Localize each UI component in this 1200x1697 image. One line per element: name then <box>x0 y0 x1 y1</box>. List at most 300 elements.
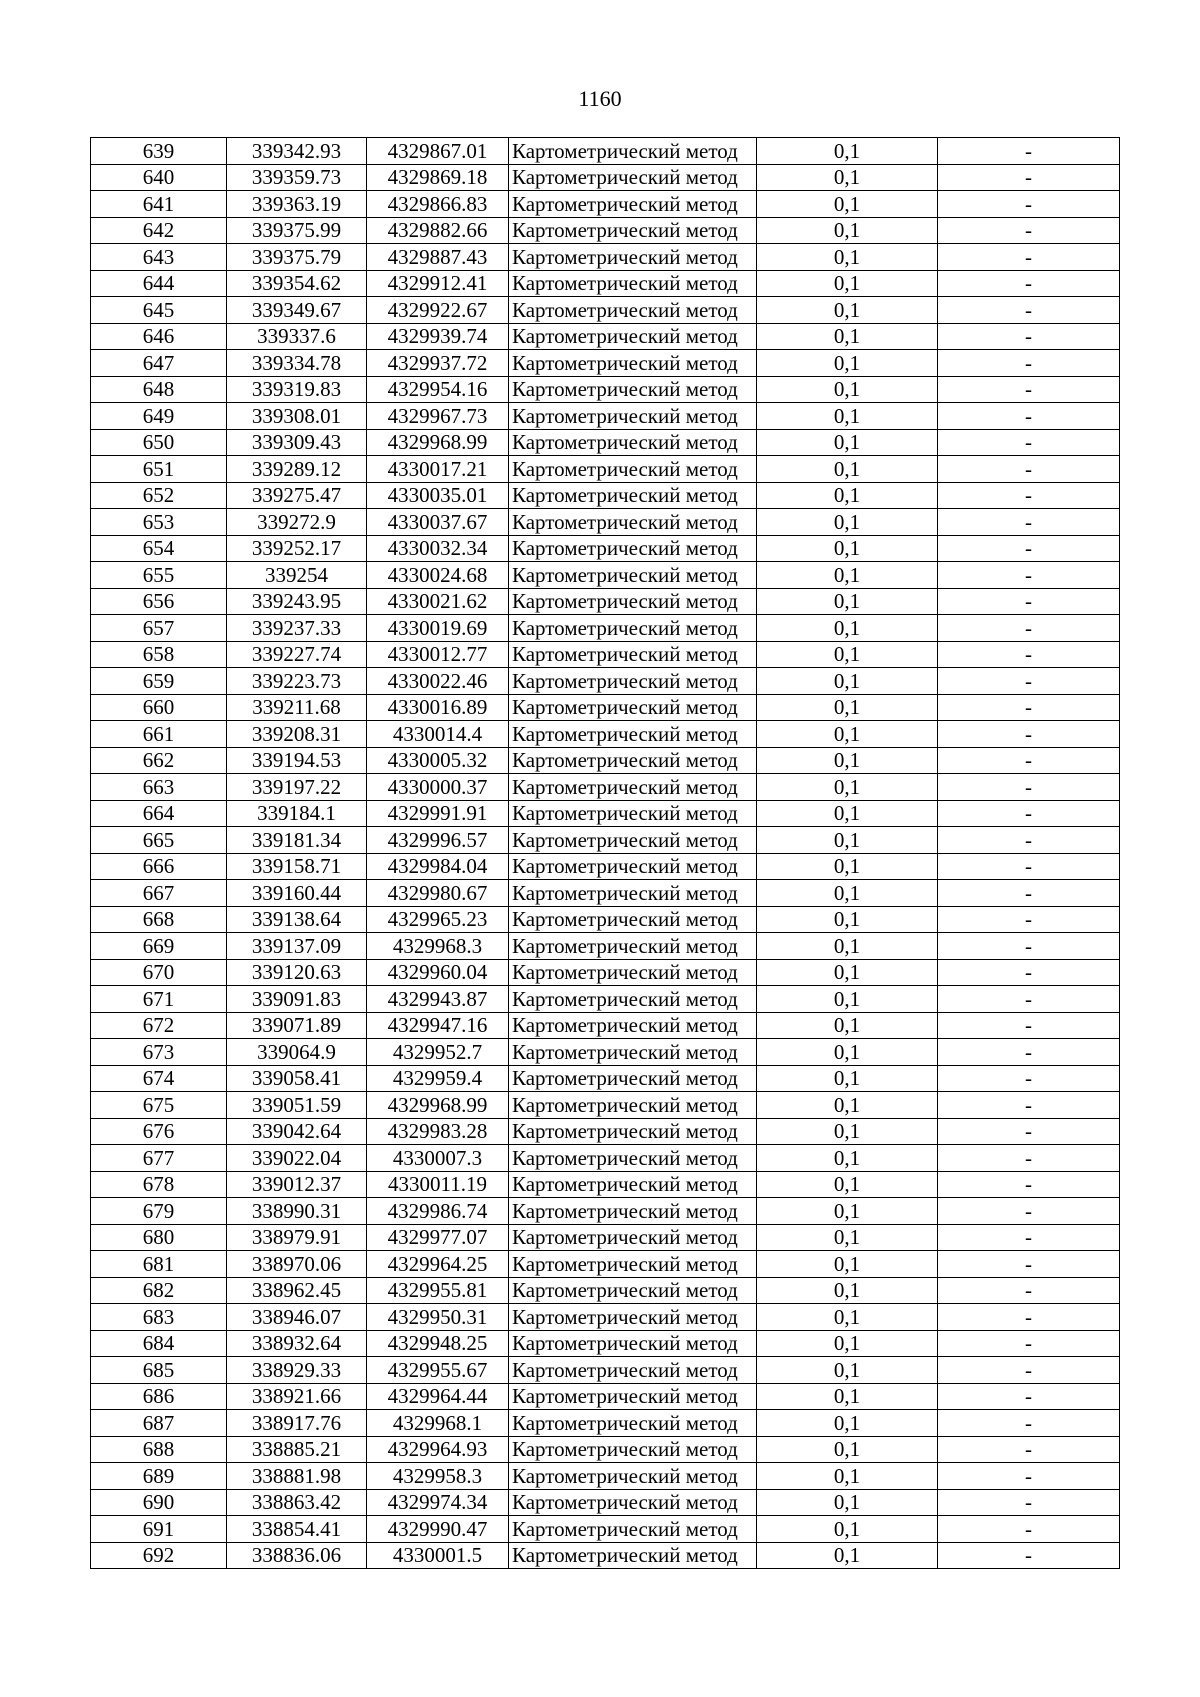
y-coordinate-cell: 4329977.07 <box>367 1224 509 1251</box>
point-number-cell: 664 <box>91 800 227 827</box>
note-cell: - <box>938 535 1120 562</box>
y-coordinate-cell: 4329990.47 <box>367 1516 509 1543</box>
x-coordinate-cell: 339051.59 <box>227 1092 367 1119</box>
table-row <box>91 1410 1120 1437</box>
table-row <box>91 456 1120 483</box>
note-cell: - <box>938 297 1120 324</box>
accuracy-cell: 0,1 <box>757 1171 938 1198</box>
point-number-cell: 658 <box>91 641 227 668</box>
x-coordinate-cell: 339137.09 <box>227 933 367 960</box>
table-row <box>91 747 1120 774</box>
point-number-cell: 657 <box>91 615 227 642</box>
x-coordinate-cell: 339359.73 <box>227 164 367 191</box>
table-row <box>91 588 1120 615</box>
accuracy-cell: 0,1 <box>757 1436 938 1463</box>
note-cell: - <box>938 1092 1120 1119</box>
note-cell: - <box>938 191 1120 218</box>
accuracy-cell: 0,1 <box>757 403 938 430</box>
point-number-cell: 673 <box>91 1039 227 1066</box>
y-coordinate-cell: 4329943.87 <box>367 986 509 1013</box>
note-cell: - <box>938 588 1120 615</box>
table-row <box>91 1171 1120 1198</box>
method-cell: Картометрический метод <box>509 1198 757 1225</box>
y-coordinate-cell: 4329954.16 <box>367 376 509 403</box>
x-coordinate-cell: 339308.01 <box>227 403 367 430</box>
accuracy-cell: 0,1 <box>757 323 938 350</box>
page-number: 1160 <box>578 86 622 111</box>
accuracy-cell: 0,1 <box>757 774 938 801</box>
method-cell: Картометрический метод <box>509 1542 757 1569</box>
x-coordinate-cell: 339375.99 <box>227 217 367 244</box>
accuracy-cell: 0,1 <box>757 1277 938 1304</box>
note-cell: - <box>938 1224 1120 1251</box>
table-row <box>91 164 1120 191</box>
point-number-cell: 682 <box>91 1277 227 1304</box>
note-cell: - <box>938 323 1120 350</box>
table-row <box>91 1251 1120 1278</box>
table-row <box>91 217 1120 244</box>
y-coordinate-cell: 4329980.67 <box>367 880 509 907</box>
x-coordinate-cell: 339071.89 <box>227 1012 367 1039</box>
x-coordinate-cell: 339042.64 <box>227 1118 367 1145</box>
method-cell: Картометрический метод <box>509 853 757 880</box>
point-number-cell: 644 <box>91 270 227 297</box>
table-row <box>91 323 1120 350</box>
table-row <box>91 1489 1120 1516</box>
x-coordinate-cell: 339120.63 <box>227 959 367 986</box>
point-number-cell: 666 <box>91 853 227 880</box>
note-cell: - <box>938 1198 1120 1225</box>
note-cell: - <box>938 668 1120 695</box>
x-coordinate-cell: 339289.12 <box>227 456 367 483</box>
note-cell: - <box>938 1410 1120 1437</box>
note-cell: - <box>938 1330 1120 1357</box>
point-number-cell: 661 <box>91 721 227 748</box>
x-coordinate-cell: 339064.9 <box>227 1039 367 1066</box>
x-coordinate-cell: 338929.33 <box>227 1357 367 1384</box>
point-number-cell: 691 <box>91 1516 227 1543</box>
point-number-cell: 646 <box>91 323 227 350</box>
y-coordinate-cell: 4329964.93 <box>367 1436 509 1463</box>
method-cell: Картометрический метод <box>509 562 757 589</box>
method-cell: Картометрический метод <box>509 535 757 562</box>
table-row <box>91 1383 1120 1410</box>
coordinates-table-body <box>91 138 1120 1569</box>
method-cell: Картометрический метод <box>509 588 757 615</box>
accuracy-cell: 0,1 <box>757 721 938 748</box>
note-cell: - <box>938 350 1120 377</box>
x-coordinate-cell: 339197.22 <box>227 774 367 801</box>
method-cell: Картометрический метод <box>509 668 757 695</box>
x-coordinate-cell: 339194.53 <box>227 747 367 774</box>
table-row <box>91 880 1120 907</box>
table-row <box>91 1118 1120 1145</box>
x-coordinate-cell: 338881.98 <box>227 1463 367 1490</box>
x-coordinate-cell: 338970.06 <box>227 1251 367 1278</box>
y-coordinate-cell: 4330001.5 <box>367 1542 509 1569</box>
table-row <box>91 1330 1120 1357</box>
x-coordinate-cell: 339158.71 <box>227 853 367 880</box>
method-cell: Картометрический метод <box>509 1383 757 1410</box>
point-number-cell: 641 <box>91 191 227 218</box>
x-coordinate-cell: 339252.17 <box>227 535 367 562</box>
note-cell: - <box>938 1012 1120 1039</box>
y-coordinate-cell: 4329866.83 <box>367 191 509 218</box>
point-number-cell: 681 <box>91 1251 227 1278</box>
accuracy-cell: 0,1 <box>757 562 938 589</box>
x-coordinate-cell: 338921.66 <box>227 1383 367 1410</box>
point-number-cell: 667 <box>91 880 227 907</box>
table-row <box>91 827 1120 854</box>
accuracy-cell: 0,1 <box>757 1092 938 1119</box>
table-row <box>91 1092 1120 1119</box>
note-cell: - <box>938 880 1120 907</box>
method-cell: Картометрический метод <box>509 880 757 907</box>
table-row <box>91 694 1120 721</box>
method-cell: Картометрический метод <box>509 217 757 244</box>
x-coordinate-cell: 338854.41 <box>227 1516 367 1543</box>
accuracy-cell: 0,1 <box>757 1012 938 1039</box>
y-coordinate-cell: 4329983.28 <box>367 1118 509 1145</box>
point-number-cell: 663 <box>91 774 227 801</box>
accuracy-cell: 0,1 <box>757 668 938 695</box>
point-number-cell: 645 <box>91 297 227 324</box>
method-cell: Картометрический метод <box>509 1463 757 1490</box>
accuracy-cell: 0,1 <box>757 1118 938 1145</box>
table-row <box>91 1542 1120 1569</box>
table-row <box>91 906 1120 933</box>
point-number-cell: 684 <box>91 1330 227 1357</box>
y-coordinate-cell: 4330019.69 <box>367 615 509 642</box>
accuracy-cell: 0,1 <box>757 588 938 615</box>
table-row <box>91 721 1120 748</box>
accuracy-cell: 0,1 <box>757 1542 938 1569</box>
method-cell: Картометрический метод <box>509 509 757 536</box>
accuracy-cell: 0,1 <box>757 482 938 509</box>
accuracy-cell: 0,1 <box>757 1251 938 1278</box>
table-row <box>91 1012 1120 1039</box>
y-coordinate-cell: 4329947.16 <box>367 1012 509 1039</box>
y-coordinate-cell: 4329912.41 <box>367 270 509 297</box>
table-row <box>91 350 1120 377</box>
point-number-cell: 680 <box>91 1224 227 1251</box>
accuracy-cell: 0,1 <box>757 376 938 403</box>
method-cell: Картометрический метод <box>509 244 757 271</box>
accuracy-cell: 0,1 <box>757 1198 938 1225</box>
accuracy-cell: 0,1 <box>757 747 938 774</box>
table-row <box>91 668 1120 695</box>
accuracy-cell: 0,1 <box>757 694 938 721</box>
accuracy-cell: 0,1 <box>757 827 938 854</box>
table-row <box>91 482 1120 509</box>
note-cell: - <box>938 1118 1120 1145</box>
method-cell: Картометрический метод <box>509 1330 757 1357</box>
method-cell: Картометрический метод <box>509 1277 757 1304</box>
method-cell: Картометрический метод <box>509 721 757 748</box>
note-cell: - <box>938 1251 1120 1278</box>
point-number-cell: 655 <box>91 562 227 589</box>
note-cell: - <box>938 562 1120 589</box>
note-cell: - <box>938 933 1120 960</box>
method-cell: Картометрический метод <box>509 1489 757 1516</box>
x-coordinate-cell: 339091.83 <box>227 986 367 1013</box>
method-cell: Картометрический метод <box>509 323 757 350</box>
accuracy-cell: 0,1 <box>757 1410 938 1437</box>
y-coordinate-cell: 4330014.4 <box>367 721 509 748</box>
y-coordinate-cell: 4330007.3 <box>367 1145 509 1172</box>
y-coordinate-cell: 4329960.04 <box>367 959 509 986</box>
method-cell: Картометрический метод <box>509 906 757 933</box>
table-row <box>91 774 1120 801</box>
point-number-cell: 647 <box>91 350 227 377</box>
table-row <box>91 986 1120 1013</box>
method-cell: Картометрический метод <box>509 1436 757 1463</box>
method-cell: Картометрический метод <box>509 164 757 191</box>
point-number-cell: 685 <box>91 1357 227 1384</box>
note-cell: - <box>938 456 1120 483</box>
y-coordinate-cell: 4329937.72 <box>367 350 509 377</box>
x-coordinate-cell: 338836.06 <box>227 1542 367 1569</box>
x-coordinate-cell: 339243.95 <box>227 588 367 615</box>
method-cell: Картометрический метод <box>509 1039 757 1066</box>
method-cell: Картометрический метод <box>509 1012 757 1039</box>
x-coordinate-cell: 339349.67 <box>227 297 367 324</box>
accuracy-cell: 0,1 <box>757 1463 938 1490</box>
y-coordinate-cell: 4329959.4 <box>367 1065 509 1092</box>
point-number-cell: 690 <box>91 1489 227 1516</box>
y-coordinate-cell: 4329882.66 <box>367 217 509 244</box>
method-cell: Картометрический метод <box>509 270 757 297</box>
x-coordinate-cell: 339319.83 <box>227 376 367 403</box>
y-coordinate-cell: 4329968.99 <box>367 429 509 456</box>
y-coordinate-cell: 4329968.3 <box>367 933 509 960</box>
note-cell: - <box>938 1516 1120 1543</box>
note-cell: - <box>938 1304 1120 1331</box>
accuracy-cell: 0,1 <box>757 217 938 244</box>
x-coordinate-cell: 338962.45 <box>227 1277 367 1304</box>
y-coordinate-cell: 4329887.43 <box>367 244 509 271</box>
point-number-cell: 642 <box>91 217 227 244</box>
table-row <box>91 1039 1120 1066</box>
table-row <box>91 615 1120 642</box>
point-number-cell: 670 <box>91 959 227 986</box>
x-coordinate-cell: 339272.9 <box>227 509 367 536</box>
table-row <box>91 138 1120 165</box>
note-cell: - <box>938 986 1120 1013</box>
point-number-cell: 660 <box>91 694 227 721</box>
point-number-cell: 687 <box>91 1410 227 1437</box>
accuracy-cell: 0,1 <box>757 456 938 483</box>
accuracy-cell: 0,1 <box>757 933 938 960</box>
point-number-cell: 659 <box>91 668 227 695</box>
method-cell: Картометрический метод <box>509 1224 757 1251</box>
note-cell: - <box>938 827 1120 854</box>
y-coordinate-cell: 4329939.74 <box>367 323 509 350</box>
accuracy-cell: 0,1 <box>757 270 938 297</box>
y-coordinate-cell: 4329986.74 <box>367 1198 509 1225</box>
point-number-cell: 656 <box>91 588 227 615</box>
method-cell: Картометрический метод <box>509 1118 757 1145</box>
point-number-cell: 669 <box>91 933 227 960</box>
note-cell: - <box>938 1383 1120 1410</box>
point-number-cell: 665 <box>91 827 227 854</box>
table-row <box>91 535 1120 562</box>
table-row <box>91 403 1120 430</box>
point-number-cell: 683 <box>91 1304 227 1331</box>
table-row <box>91 297 1120 324</box>
method-cell: Картометрический метод <box>509 456 757 483</box>
point-number-cell: 653 <box>91 509 227 536</box>
note-cell: - <box>938 1039 1120 1066</box>
method-cell: Картометрический метод <box>509 138 757 165</box>
point-number-cell: 679 <box>91 1198 227 1225</box>
y-coordinate-cell: 4329869.18 <box>367 164 509 191</box>
table-row <box>91 270 1120 297</box>
x-coordinate-cell: 339181.34 <box>227 827 367 854</box>
point-number-cell: 651 <box>91 456 227 483</box>
x-coordinate-cell: 339211.68 <box>227 694 367 721</box>
accuracy-cell: 0,1 <box>757 880 938 907</box>
note-cell: - <box>938 1171 1120 1198</box>
y-coordinate-cell: 4330016.89 <box>367 694 509 721</box>
x-coordinate-cell: 338863.42 <box>227 1489 367 1516</box>
accuracy-cell: 0,1 <box>757 1039 938 1066</box>
note-cell: - <box>938 1542 1120 1569</box>
point-number-cell: 671 <box>91 986 227 1013</box>
method-cell: Картометрический метод <box>509 747 757 774</box>
note-cell: - <box>938 774 1120 801</box>
x-coordinate-cell: 339309.43 <box>227 429 367 456</box>
point-number-cell: 640 <box>91 164 227 191</box>
table-row <box>91 509 1120 536</box>
table-row <box>91 933 1120 960</box>
y-coordinate-cell: 4329964.25 <box>367 1251 509 1278</box>
x-coordinate-cell: 339058.41 <box>227 1065 367 1092</box>
note-cell: - <box>938 1357 1120 1384</box>
accuracy-cell: 0,1 <box>757 1065 938 1092</box>
accuracy-cell: 0,1 <box>757 297 938 324</box>
x-coordinate-cell: 339254 <box>227 562 367 589</box>
y-coordinate-cell: 4329955.67 <box>367 1357 509 1384</box>
method-cell: Картометрический метод <box>509 376 757 403</box>
method-cell: Картометрический метод <box>509 297 757 324</box>
accuracy-cell: 0,1 <box>757 1357 938 1384</box>
x-coordinate-cell: 339022.04 <box>227 1145 367 1172</box>
method-cell: Картометрический метод <box>509 482 757 509</box>
note-cell: - <box>938 403 1120 430</box>
x-coordinate-cell: 338979.91 <box>227 1224 367 1251</box>
point-number-cell: 643 <box>91 244 227 271</box>
note-cell: - <box>938 906 1120 933</box>
note-cell: - <box>938 244 1120 271</box>
note-cell: - <box>938 747 1120 774</box>
y-coordinate-cell: 4329968.99 <box>367 1092 509 1119</box>
accuracy-cell: 0,1 <box>757 615 938 642</box>
y-coordinate-cell: 4330024.68 <box>367 562 509 589</box>
x-coordinate-cell: 339375.79 <box>227 244 367 271</box>
point-number-cell: 674 <box>91 1065 227 1092</box>
point-number-cell: 649 <box>91 403 227 430</box>
point-number-cell: 639 <box>91 138 227 165</box>
note-cell: - <box>938 959 1120 986</box>
y-coordinate-cell: 4330021.62 <box>367 588 509 615</box>
accuracy-cell: 0,1 <box>757 1383 938 1410</box>
y-coordinate-cell: 4330011.19 <box>367 1171 509 1198</box>
note-cell: - <box>938 1277 1120 1304</box>
point-number-cell: 675 <box>91 1092 227 1119</box>
accuracy-cell: 0,1 <box>757 959 938 986</box>
y-coordinate-cell: 4329991.91 <box>367 800 509 827</box>
accuracy-cell: 0,1 <box>757 1516 938 1543</box>
accuracy-cell: 0,1 <box>757 164 938 191</box>
y-coordinate-cell: 4330000.37 <box>367 774 509 801</box>
method-cell: Картометрический метод <box>509 1065 757 1092</box>
accuracy-cell: 0,1 <box>757 1224 938 1251</box>
table-row <box>91 1516 1120 1543</box>
y-coordinate-cell: 4330017.21 <box>367 456 509 483</box>
x-coordinate-cell: 338917.76 <box>227 1410 367 1437</box>
note-cell: - <box>938 217 1120 244</box>
method-cell: Картометрический метод <box>509 933 757 960</box>
point-number-cell: 648 <box>91 376 227 403</box>
accuracy-cell: 0,1 <box>757 1489 938 1516</box>
note-cell: - <box>938 800 1120 827</box>
y-coordinate-cell: 4329922.67 <box>367 297 509 324</box>
note-cell: - <box>938 164 1120 191</box>
y-coordinate-cell: 4329965.23 <box>367 906 509 933</box>
accuracy-cell: 0,1 <box>757 429 938 456</box>
method-cell: Картометрический метод <box>509 1357 757 1384</box>
point-number-cell: 688 <box>91 1436 227 1463</box>
method-cell: Картометрический метод <box>509 191 757 218</box>
y-coordinate-cell: 4329996.57 <box>367 827 509 854</box>
accuracy-cell: 0,1 <box>757 535 938 562</box>
note-cell: - <box>938 615 1120 642</box>
y-coordinate-cell: 4329984.04 <box>367 853 509 880</box>
note-cell: - <box>938 1489 1120 1516</box>
table-row <box>91 244 1120 271</box>
table-row <box>91 1357 1120 1384</box>
note-cell: - <box>938 138 1120 165</box>
method-cell: Картометрический метод <box>509 1251 757 1278</box>
accuracy-cell: 0,1 <box>757 138 938 165</box>
table-row <box>91 376 1120 403</box>
x-coordinate-cell: 339138.64 <box>227 906 367 933</box>
accuracy-cell: 0,1 <box>757 350 938 377</box>
y-coordinate-cell: 4329955.81 <box>367 1277 509 1304</box>
method-cell: Картометрический метод <box>509 774 757 801</box>
accuracy-cell: 0,1 <box>757 641 938 668</box>
note-cell: - <box>938 482 1120 509</box>
table-row <box>91 1065 1120 1092</box>
x-coordinate-cell: 339223.73 <box>227 668 367 695</box>
point-number-cell: 654 <box>91 535 227 562</box>
method-cell: Картометрический метод <box>509 641 757 668</box>
y-coordinate-cell: 4329867.01 <box>367 138 509 165</box>
method-cell: Картометрический метод <box>509 1516 757 1543</box>
note-cell: - <box>938 1065 1120 1092</box>
table-row <box>91 853 1120 880</box>
point-number-cell: 686 <box>91 1383 227 1410</box>
x-coordinate-cell: 339354.62 <box>227 270 367 297</box>
note-cell: - <box>938 721 1120 748</box>
x-coordinate-cell: 339342.93 <box>227 138 367 165</box>
y-coordinate-cell: 4329974.34 <box>367 1489 509 1516</box>
note-cell: - <box>938 694 1120 721</box>
x-coordinate-cell: 339237.33 <box>227 615 367 642</box>
y-coordinate-cell: 4330012.77 <box>367 641 509 668</box>
y-coordinate-cell: 4330035.01 <box>367 482 509 509</box>
